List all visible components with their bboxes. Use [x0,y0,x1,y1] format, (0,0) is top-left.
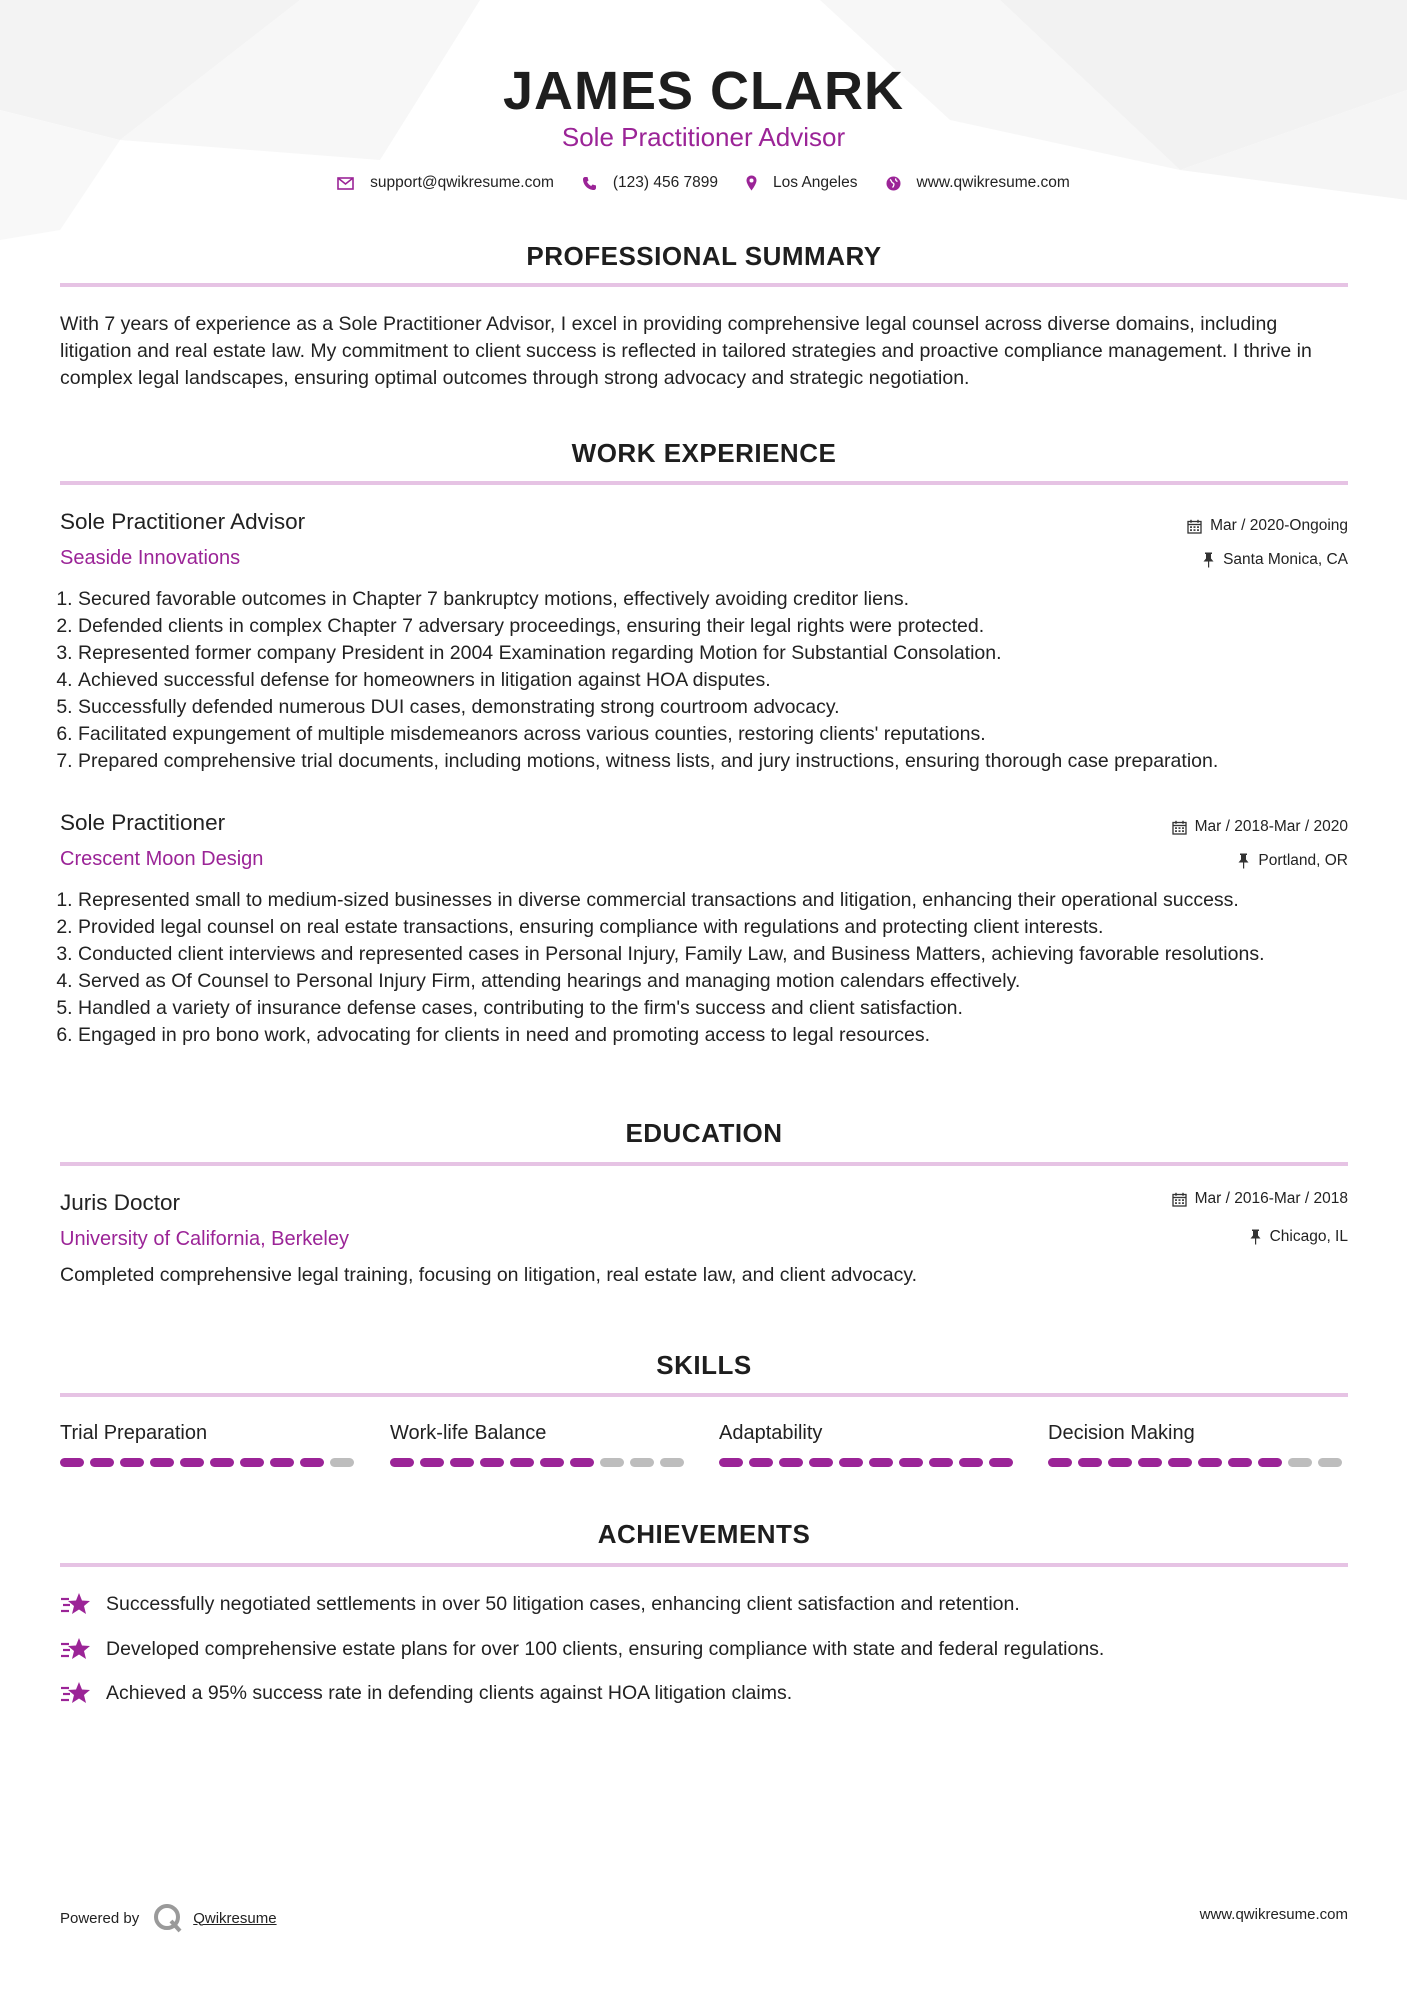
achievement-3 [60,1680,792,1706]
skill-1-bar [60,1458,354,1467]
candidate-title: Sole Practitioner Advisor [561,122,846,152]
job-2-location-text: Portland, OR [1258,852,1348,869]
skill-level-segment [839,1458,863,1467]
skill-level-segment [330,1458,354,1467]
list-item: 4. Served as Of Counsel to Personal Injury Firm, attending hearings and managing motion calendars effectively. [78,968,1368,995]
education-heading: EDUCATION [625,1118,783,1148]
skill-3-bar [719,1458,1013,1467]
calendar-icon [1187,519,1202,534]
achievement-2-text: Developed comprehensive estate plans for over 100 clients, ensuring compliance with state and federal regulations. [106,1638,1105,1660]
skill-level-segment [749,1458,773,1467]
skill-level-segment [779,1458,803,1467]
skill-4-bar [1048,1458,1342,1467]
skill-level-segment [210,1458,234,1467]
summary-heading: PROFESSIONAL SUMMARY [526,241,882,271]
skill-level-segment [1108,1458,1132,1467]
skill-3 [719,1420,1013,1467]
skill-level-segment [390,1458,414,1467]
skill-1 [60,1420,354,1467]
skill-level-segment [929,1458,953,1467]
qwikresume-logo-icon [153,1903,183,1933]
education-degree: Juris Doctor [60,1190,181,1215]
skill-level-segment [660,1458,684,1467]
list-item: 2. Defended clients in complex Chapter 7 adversary proceedings, ensuring their legal rights were protected. [78,613,1368,640]
skills-heading: SKILLS [656,1350,752,1380]
contact-website[interactable] [886,174,1070,192]
skill-level-segment [60,1458,84,1467]
job-1-dates [1187,516,1348,536]
skill-level-segment [630,1458,654,1467]
powered-by-label: Powered by [60,1909,140,1927]
skill-level-segment [270,1458,294,1467]
skill-level-segment [540,1458,564,1467]
education-location-text: Chicago, IL [1269,1228,1348,1245]
skill-level-segment [1318,1458,1342,1467]
job-2-dates [1172,817,1348,837]
skill-level-segment [300,1458,324,1467]
job-1-dates-text: Mar / 2020-Ongoing [1210,517,1348,534]
contact-email-text: support@qwikresume.com [370,174,554,191]
education-description: Completed comprehensive legal training, focusing on litigation, real estate law, and client advocacy. [60,1264,918,1286]
skill-2-bar [390,1458,684,1467]
achievement-2 [60,1636,1104,1662]
list-item: 2. Provided legal counsel on real estate transactions, ensuring compliance with regulations and protecting client interests. [78,914,1368,941]
experience-heading: WORK EXPERIENCE [571,438,837,468]
contact-location-text: Los Angeles [773,174,858,191]
skill-level-segment [989,1458,1013,1467]
skill-level-segment [959,1458,983,1467]
skill-2 [390,1420,684,1467]
list-item: 1. Represented small to medium-sized businesses in diverse commercial transactions and litigation, enhancing their operational success. [78,887,1368,914]
achievements-divider [60,1563,1348,1567]
skill-level-segment [480,1458,504,1467]
list-item: 5. Successfully defended numerous DUI cases, demonstrating strong courtroom advocacy. [78,694,1368,721]
skill-level-segment [510,1458,534,1467]
skill-3-name: Adaptability [719,1422,823,1444]
skill-level-segment [1168,1458,1192,1467]
skill-4-name: Decision Making [1048,1422,1195,1444]
list-item: 1. Secured favorable outcomes in Chapter 7 bankruptcy motions, effectively avoiding creditor liens. [78,586,1368,613]
footer-website[interactable]: www.qwikresume.com [1199,1906,1348,1923]
experience-divider [60,481,1348,485]
list-item: 6. Facilitated expungement of multiple misdemeanors across various counties, restoring clients' reputations. [78,721,1368,748]
star-icon [60,1680,92,1706]
skill-level-segment [420,1458,444,1467]
phone-icon [582,176,597,191]
achievement-3-text: Achieved a 95% success rate in defending clients against HOA litigation claims. [106,1682,793,1704]
summary-divider [60,283,1348,287]
list-item: 5. Handled a variety of insurance defense cases, contributing to the firm's success and client satisfaction. [78,995,1368,1022]
contact-bar [0,174,1407,192]
star-icon [60,1591,92,1617]
contact-website-text: www.qwikresume.com [916,174,1070,191]
list-item: 4. Achieved successful defense for homeowners in litigation against HOA disputes. [78,667,1368,694]
education-dates-text: Mar / 2016-Mar / 2018 [1194,1190,1348,1207]
job-2-role: Sole Practitioner [60,810,226,835]
achievements-heading: ACHIEVEMENTS [597,1519,811,1549]
job-1-role: Sole Practitioner Advisor [60,509,306,534]
footer-powered-by [60,1903,277,1933]
skill-level-segment [809,1458,833,1467]
skill-level-segment [1078,1458,1102,1467]
education-divider [60,1162,1348,1166]
contact-phone[interactable] [582,174,718,192]
achievement-1-text: Successfully negotiated settlements in over 50 litigation cases, enhancing client satisfaction and retention. [106,1593,1020,1615]
pushpin-icon [1237,853,1250,869]
skill-level-segment [90,1458,114,1467]
job-2-dates-text: Mar / 2018-Mar / 2020 [1194,818,1348,835]
globe-icon [886,176,901,191]
skill-level-segment [1258,1458,1282,1467]
list-item: 6. Engaged in pro bono work, advocating for clients in need and promoting access to legal resources. [78,1022,1368,1049]
summary-text: With 7 years of experience as a Sole Practitioner Advisor, I excel in providing comprehensive legal counsel across diverse domains, including litigation and real estate law. My commitment to client success is reflected in tailored strategies and proactive compliance management. I thrive in complex legal landscapes, ensuring optimal outcomes through strong advocacy and strategic negotiation. [60,313,1312,389]
list-item: 3. Represented former company President in 2004 Examination regarding Motion for Substantial Consolation. [78,640,1368,667]
education-location [1249,1227,1348,1247]
calendar-icon [1172,1192,1187,1207]
skill-4 [1048,1420,1342,1467]
skills-divider [60,1393,1348,1397]
envelope-icon [337,177,354,190]
skill-level-segment [450,1458,474,1467]
skill-level-segment [1048,1458,1072,1467]
pushpin-icon [1202,552,1215,568]
skill-level-segment [1228,1458,1252,1467]
map-marker-icon [746,175,757,191]
candidate-name: JAMES CLARK [502,61,905,121]
skill-level-segment [180,1458,204,1467]
contact-location [746,174,857,192]
education-school: University of California, Berkeley [60,1228,349,1250]
pushpin-icon [1249,1229,1262,1245]
education-dates [1172,1189,1348,1209]
skill-1-name: Trial Preparation [60,1422,208,1444]
skill-level-segment [570,1458,594,1467]
skill-level-segment [1138,1458,1162,1467]
job-2-location [1237,851,1348,871]
qwikresume-link[interactable]: Qwikresume [193,1909,277,1927]
skill-2-name: Work-life Balance [390,1422,547,1444]
skill-level-segment [869,1458,893,1467]
skill-level-segment [600,1458,624,1467]
skill-level-segment [1288,1458,1312,1467]
job-2-bullets [60,887,1368,1049]
achievement-1 [60,1591,1020,1617]
job-1-bullets [60,586,1368,775]
contact-email[interactable] [337,174,554,192]
skill-level-segment [1198,1458,1222,1467]
skill-level-segment [240,1458,264,1467]
calendar-icon [1172,820,1187,835]
skill-level-segment [150,1458,174,1467]
skill-level-segment [120,1458,144,1467]
job-1-location [1202,550,1348,570]
job-1-company: Seaside Innovations [60,547,241,569]
job-2-company: Crescent Moon Design [60,848,264,870]
job-1-location-text: Santa Monica, CA [1223,551,1348,568]
skill-level-segment [719,1458,743,1467]
contact-phone-text: (123) 456 7899 [612,174,719,191]
list-item: 7. Prepared comprehensive trial documents, including motions, witness lists, and jury instructions, ensuring thorough case preparation. [78,748,1368,775]
list-item: 3. Conducted client interviews and represented cases in Personal Injury, Family Law, and Business Matters, achieving favorable resolutions. [78,941,1368,968]
star-icon [60,1636,92,1662]
skill-level-segment [899,1458,923,1467]
